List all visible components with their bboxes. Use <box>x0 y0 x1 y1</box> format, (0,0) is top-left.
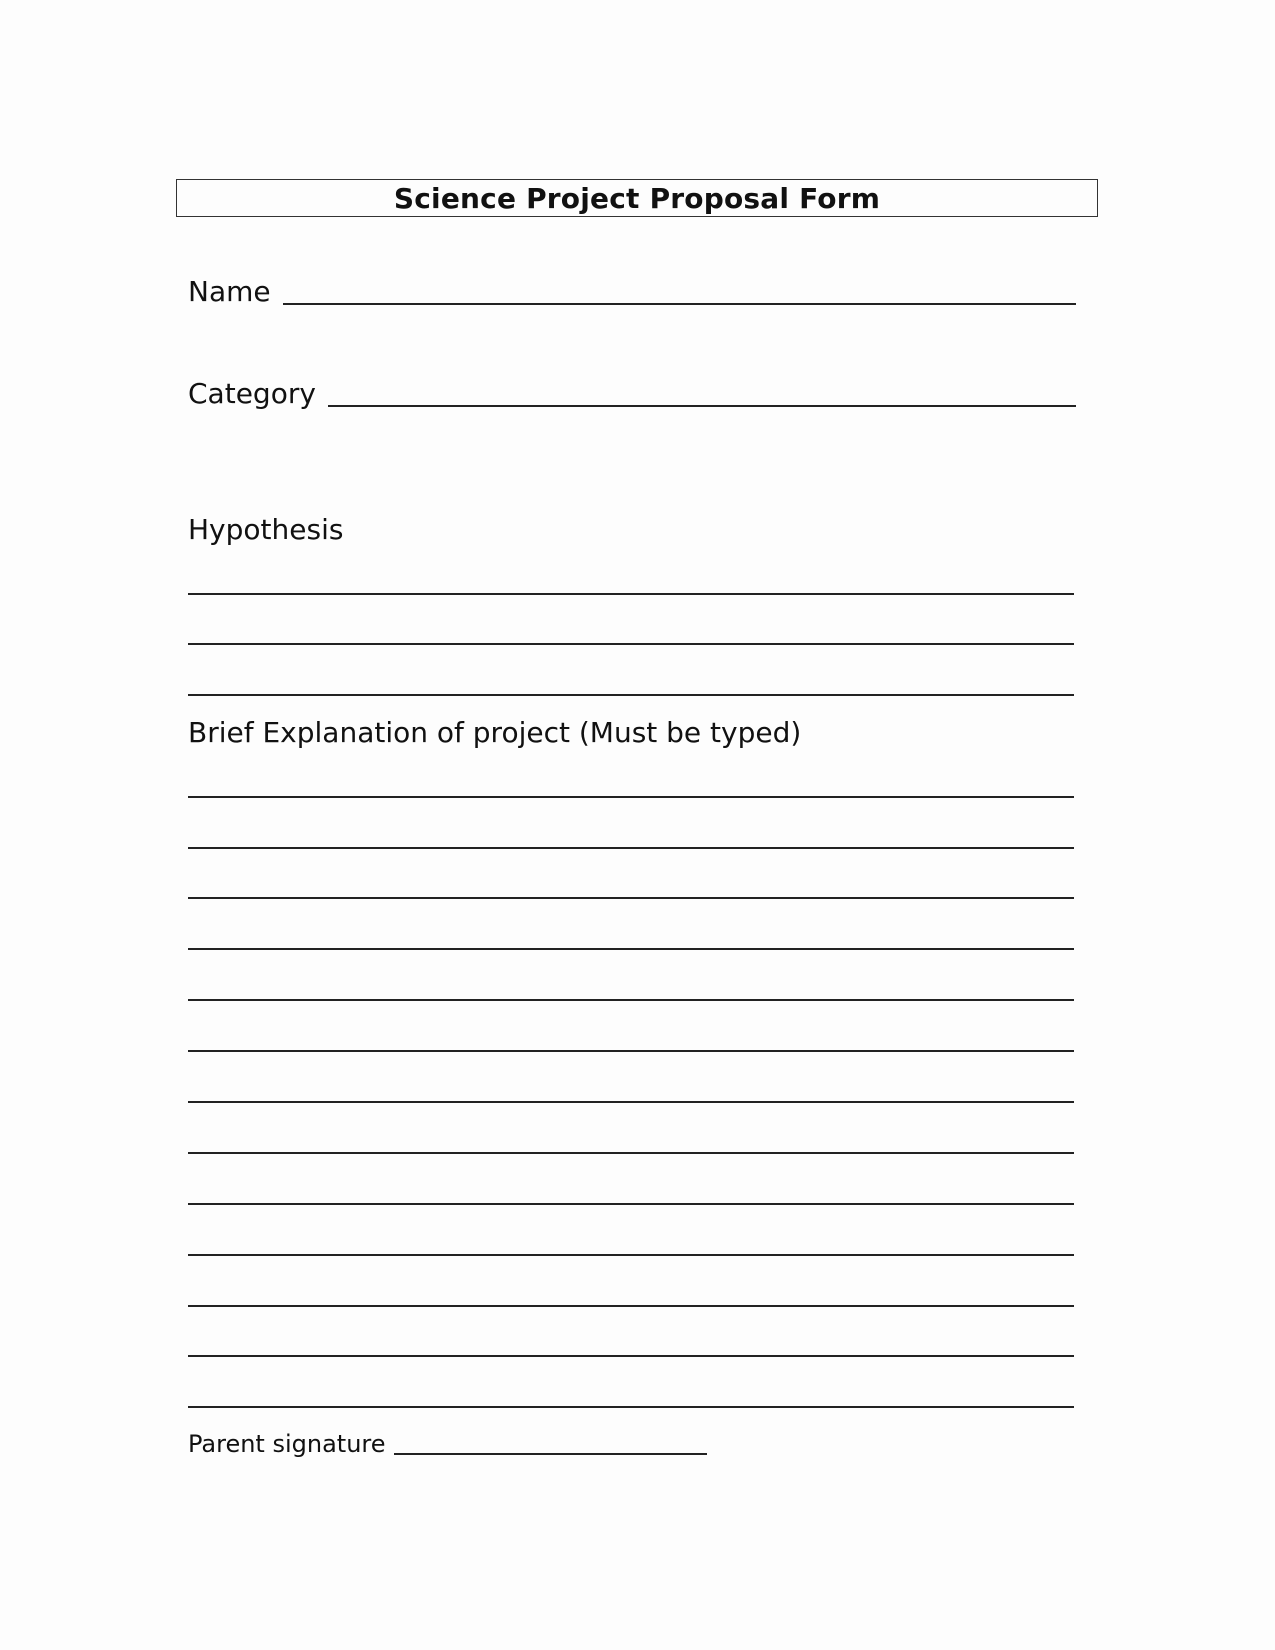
explanation-line[interactable] <box>188 1203 1074 1205</box>
category-label: Category <box>188 377 316 410</box>
explanation-line[interactable] <box>188 1406 1074 1408</box>
hypothesis-line[interactable] <box>188 593 1074 595</box>
name-label: Name <box>188 275 271 308</box>
explanation-label: Brief Explanation of project (Must be typed) <box>188 716 802 749</box>
category-field-line[interactable] <box>328 405 1076 407</box>
parent-signature-label: Parent signature <box>188 1430 386 1458</box>
explanation-line[interactable] <box>188 1152 1074 1154</box>
category-field-row <box>188 378 1076 410</box>
explanation-line[interactable] <box>188 1254 1074 1256</box>
explanation-line[interactable] <box>188 1355 1074 1357</box>
explanation-line[interactable] <box>188 948 1074 950</box>
explanation-line[interactable] <box>188 897 1074 899</box>
form-title-box <box>176 179 1098 217</box>
parent-signature-row <box>188 1430 707 1458</box>
form-title: Science Project Proposal Form <box>393 181 881 215</box>
hypothesis-line[interactable] <box>188 694 1074 696</box>
explanation-line[interactable] <box>188 847 1074 849</box>
explanation-line[interactable] <box>188 1101 1074 1103</box>
hypothesis-label: Hypothesis <box>188 513 344 546</box>
explanation-line[interactable] <box>188 1305 1074 1307</box>
hypothesis-line[interactable] <box>188 643 1074 645</box>
explanation-line[interactable] <box>188 1050 1074 1052</box>
name-field-row <box>188 276 1076 308</box>
name-field-line[interactable] <box>283 303 1076 305</box>
parent-signature-line[interactable] <box>394 1453 707 1455</box>
explanation-line[interactable] <box>188 796 1074 798</box>
explanation-line[interactable] <box>188 999 1074 1001</box>
